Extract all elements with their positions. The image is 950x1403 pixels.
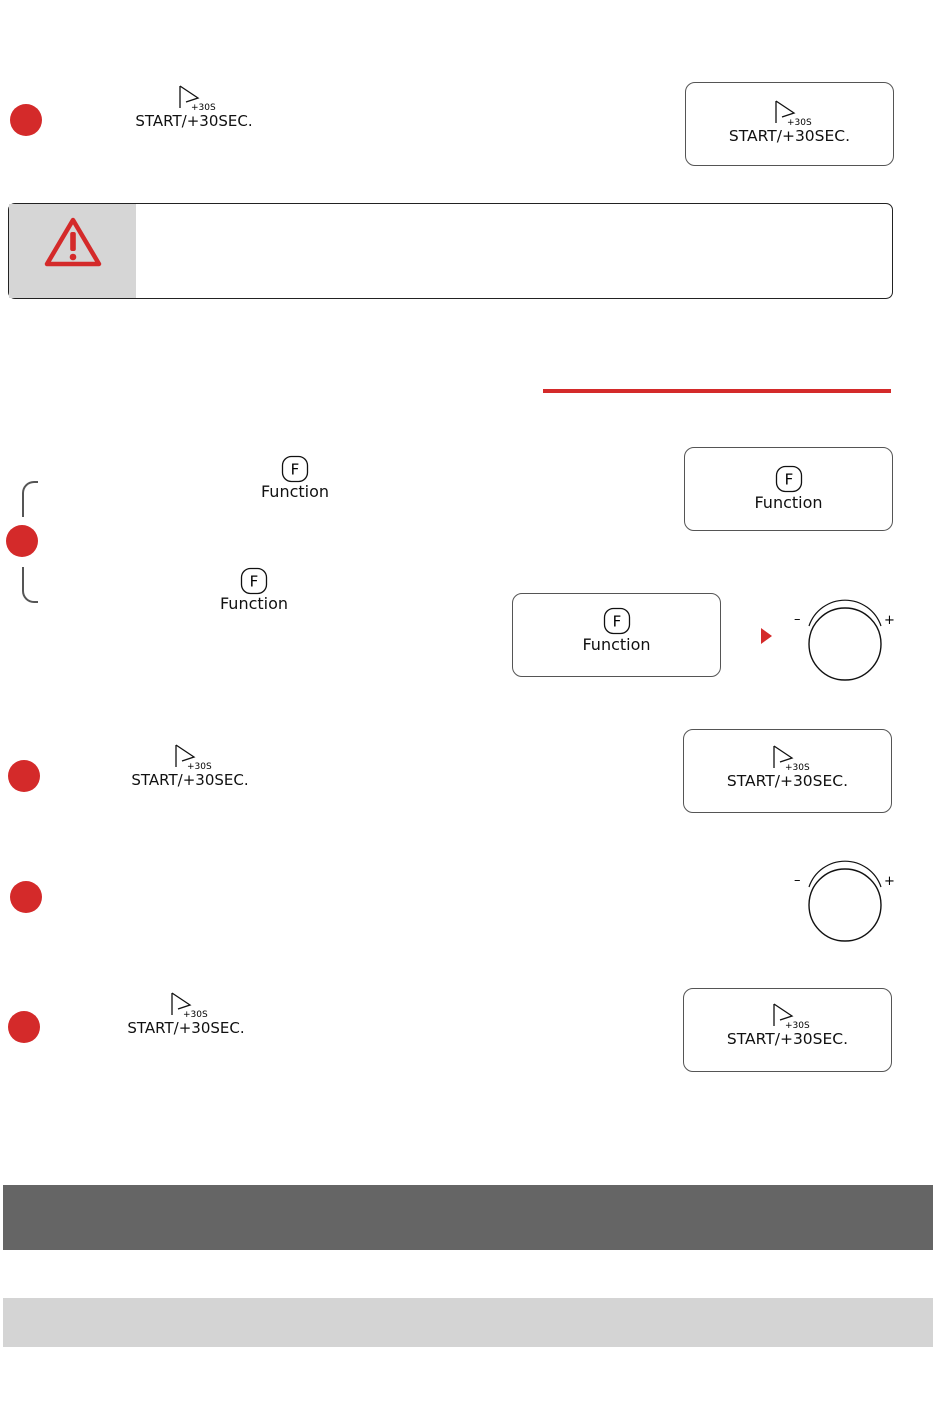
step-marker-1 (10, 104, 42, 136)
start-icon (770, 744, 810, 773)
function-icon (240, 567, 268, 595)
svg-text:+30S: +30S (187, 762, 212, 772)
warning-box (8, 203, 893, 299)
start-icon (168, 991, 208, 1020)
bracket-top (22, 481, 38, 517)
function-button-ref-2 (174, 567, 334, 613)
dial-knob-1[interactable] (793, 596, 897, 686)
start-panel-button-1[interactable] (685, 82, 894, 166)
dial-icon (793, 596, 897, 686)
svg-text:+30S: +30S (784, 763, 810, 773)
svg-text:–: – (794, 873, 801, 888)
arrow-right-icon (760, 627, 774, 645)
function-button-ref-1 (215, 455, 375, 501)
function-label: Function (754, 493, 823, 512)
step-marker-5 (8, 1011, 40, 1043)
function-label: Function (260, 482, 330, 501)
start-label: START/+30SEC. (726, 1030, 849, 1048)
start-label: START/+30SEC. (131, 771, 249, 789)
function-label: Function (219, 594, 289, 613)
svg-text:F: F (612, 612, 621, 631)
dial-icon (793, 857, 897, 947)
start-label: START/+30SEC. (726, 772, 849, 790)
start-button-ref-2 (110, 743, 270, 789)
start-icon (770, 1002, 810, 1031)
svg-text:+30S: +30S (786, 118, 812, 128)
step-marker-3 (8, 760, 40, 792)
section-header-band (3, 1185, 933, 1250)
start-panel-button-2[interactable] (683, 729, 892, 813)
svg-text:+30S: +30S (784, 1021, 810, 1031)
start-panel-button-3[interactable] (683, 988, 892, 1072)
svg-text:–: – (794, 612, 801, 627)
function-icon (775, 465, 803, 493)
start-icon (176, 84, 216, 113)
function-label: Function (582, 635, 651, 654)
svg-text:+: + (884, 874, 895, 889)
start-label: START/+30SEC. (127, 1019, 245, 1037)
svg-text:+: + (884, 613, 895, 628)
start-label: START/+30SEC. (728, 127, 851, 145)
bracket-bottom (22, 567, 38, 603)
subsection-header-band (3, 1298, 933, 1347)
start-button-ref-3 (106, 991, 266, 1037)
svg-text:F: F (784, 470, 793, 489)
start-label: START/+30SEC. (135, 112, 253, 130)
warning-icon (43, 216, 103, 268)
function-icon (603, 607, 631, 635)
svg-text:+30S: +30S (183, 1010, 208, 1020)
start-icon (772, 99, 812, 128)
step-marker-2 (6, 525, 38, 557)
dial-knob-2[interactable] (793, 857, 897, 947)
step-marker-4 (10, 881, 42, 913)
svg-text:+30S: +30S (191, 103, 216, 113)
section-underline (543, 389, 891, 393)
function-panel-button-2[interactable] (512, 593, 721, 677)
svg-text:F: F (290, 460, 300, 479)
function-icon (281, 455, 309, 483)
warning-sidebar (9, 204, 136, 298)
start-icon (172, 743, 212, 772)
function-panel-button-1[interactable] (684, 447, 893, 531)
svg-text:F: F (249, 572, 259, 591)
start-button-ref-1 (114, 84, 274, 130)
